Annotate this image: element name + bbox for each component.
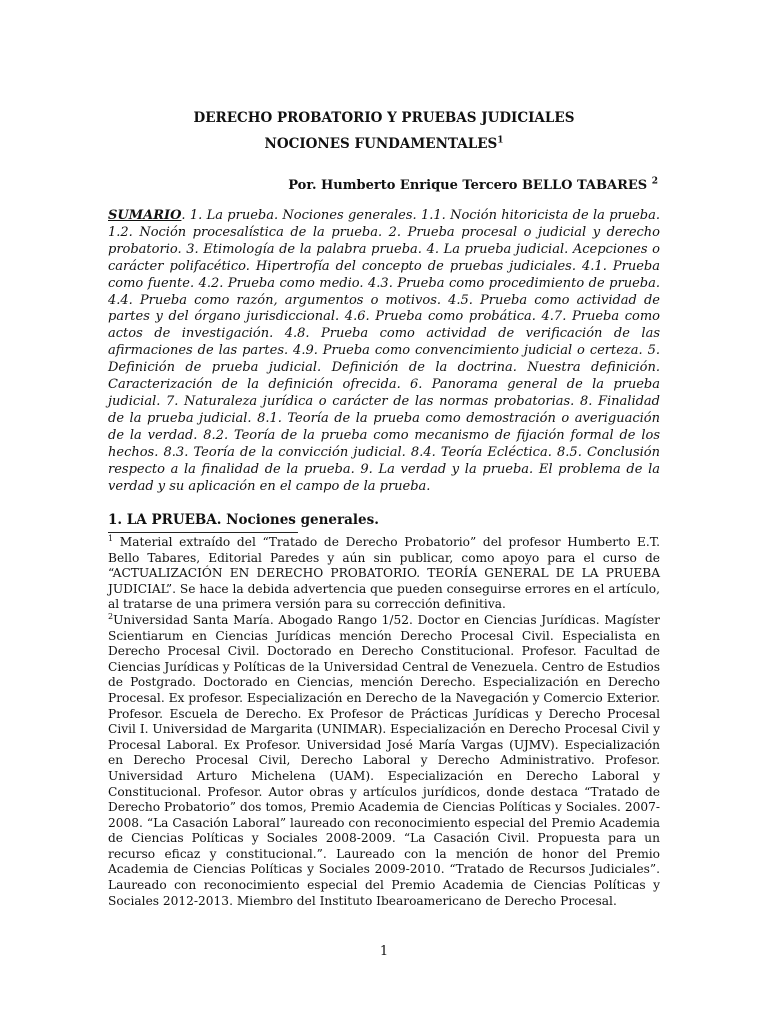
footnote-ref-2[interactable]: 2: [651, 176, 658, 187]
footnote-1: [108, 535, 660, 613]
footnote-mark: 2: [108, 611, 114, 621]
document-title: DERECHO PROBATORIO Y PRUEBAS JUDICIALES: [193, 110, 575, 126]
footnote-ref-1[interactable]: 1: [497, 135, 504, 146]
section-heading: 1. LA PRUEBA. Nociones generales.: [108, 512, 379, 528]
summary-text: . 1. La prueba. Nociones generales. 1.1. Noción hitoricista de la prueba. 1.2. Noción procesalística de la prueba. 2. Prueba procesal o judicial y derecho probatorio. 3. Etimología de la palabra prueba. 4. La prueba judicial. Acepciones o carácter polifacético. Hipertrofía del concepto de pruebas judiciales. 4.1. Prueba como fuente. 4.2. Prueba como medio. 4.3. Prueba como procedimiento de prueba. 4.4. Prueba como razón, argumentos o motivos. 4.5. Prueba como actividad de partes y del órgano jurisdiccional. 4.6. Prueba como probática. 4.7. Prueba como actos de investigación. 4.8. Prueba como actividad de verificación de las afirmaciones de las partes. 4.9. Prueba como convencimiento judicial o certeza. 5. Definición de prueba judicial. Definición de la doctrina. Nuestra definición. Caracterización de la definición ofrecida. 6. Panorama general de la prueba judicial. 7. Naturaleza jurídica o carácter de las normas probatorias. 8. Finalidad de la prueba judicial. 8.1. Teoría de la prueba como demostración o averiguación de la verdad. 8.2. Teoría de la prueba como mecanismo de fijación formal de los hechos. 8.3. Teoría de la convicción judicial. 8.4. Teoría Ecléctica. 8.5. Conclusión respecto a la finalidad de la prueba. 9. La verdad y la prueba. El problema de la verdad y su aplicación en el campo de la prueba.: [108, 208, 660, 494]
summary-paragraph: [108, 208, 660, 495]
footnote-text: Material extraído del “Tratado de Derecho Probatorio” del profesor Humberto E.T. Bello Tabares, Editorial Paredes y aún sin publicar, como apoyo para el curso de “ACTUALIZACIÓN EN DERECHO PROBATORIO. TEORÍA GENERAL DE LA PRUEBA JUDICIAL”. Se hace la debida advertencia que pueden conseguirse errores en el artículo, al tratarse de una primera versión para su corrección definitiva.: [108, 535, 660, 612]
footnotes: [108, 535, 660, 909]
footnote-mark: 1: [108, 533, 114, 543]
author-line: Por. Humberto Enrique Tercero BELLO TABARES $^2$: [288, 176, 658, 193]
footnote-separator: [108, 532, 298, 533]
page-number: 1: [379, 944, 389, 959]
document-subtitle: NOCIONES FUNDAMENTALES$^1$: [264, 135, 504, 152]
footnote-text: Universidad Santa María. Abogado Rango 1/52. Doctor en Ciencias Jurídicas. Magíster Scientiarum en Ciencias Jurídicas mención Derecho Procesal Civil. Especialista en Derecho Procesal Civil. Doctorado en Derecho Constitucional. Profesor. Facultad de Ciencias Jurídicas y Políticas de la Universidad Central de Venezuela. Centro de Estudios de Postgrado. Doctorado en Ciencias, mención Derecho. Especialización en Derecho Procesal. Ex profesor. Especialización en Derecho de la Navegación y Comercio Exterior. Profesor. Escuela de Derecho. Ex Profesor de Prácticas Jurídicas y Derecho Procesal Civil I. Universidad de Margarita (UNIMAR). Especialización en Derecho Procesal Civil y Procesal Laboral. Ex Profesor. Universidad José María Vargas (UJMV). Especialización en Derecho Procesal Civil, Derecho Laboral y Derecho Administrativo. Profesor. Universidad Arturo Michelena (UAM). Especialización en Derecho Laboral y Constitucional. Profesor. Autor obras y artículos jurídicos, donde destaca “Tratado de Derecho Probatorio” dos tomos, Premio Academia de Ciencias Políticas y Sociales. 2007-2008. “La Casación Laboral” laureado con reconocimiento especial del Premio Academia de Ciencias Políticas y Sociales 2008-2009. “La Casación Civil. Propuesta para un recurso eficaz y constitucional.”. Laureado con la mención de honor del Premio Academia de Ciencias Políticas y Sociales 2009-2010. “Tratado de Recursos Judiciales”. Laureado con reconocimiento especial del Premio Academia de Ciencias Políticas y Sociales 2012-2013. Miembro del Instituto Ibearoamericano de Derecho Procesal.: [108, 612, 660, 908]
footnote-2: [108, 613, 660, 909]
summary-label: SUMARIO: [108, 208, 182, 223]
